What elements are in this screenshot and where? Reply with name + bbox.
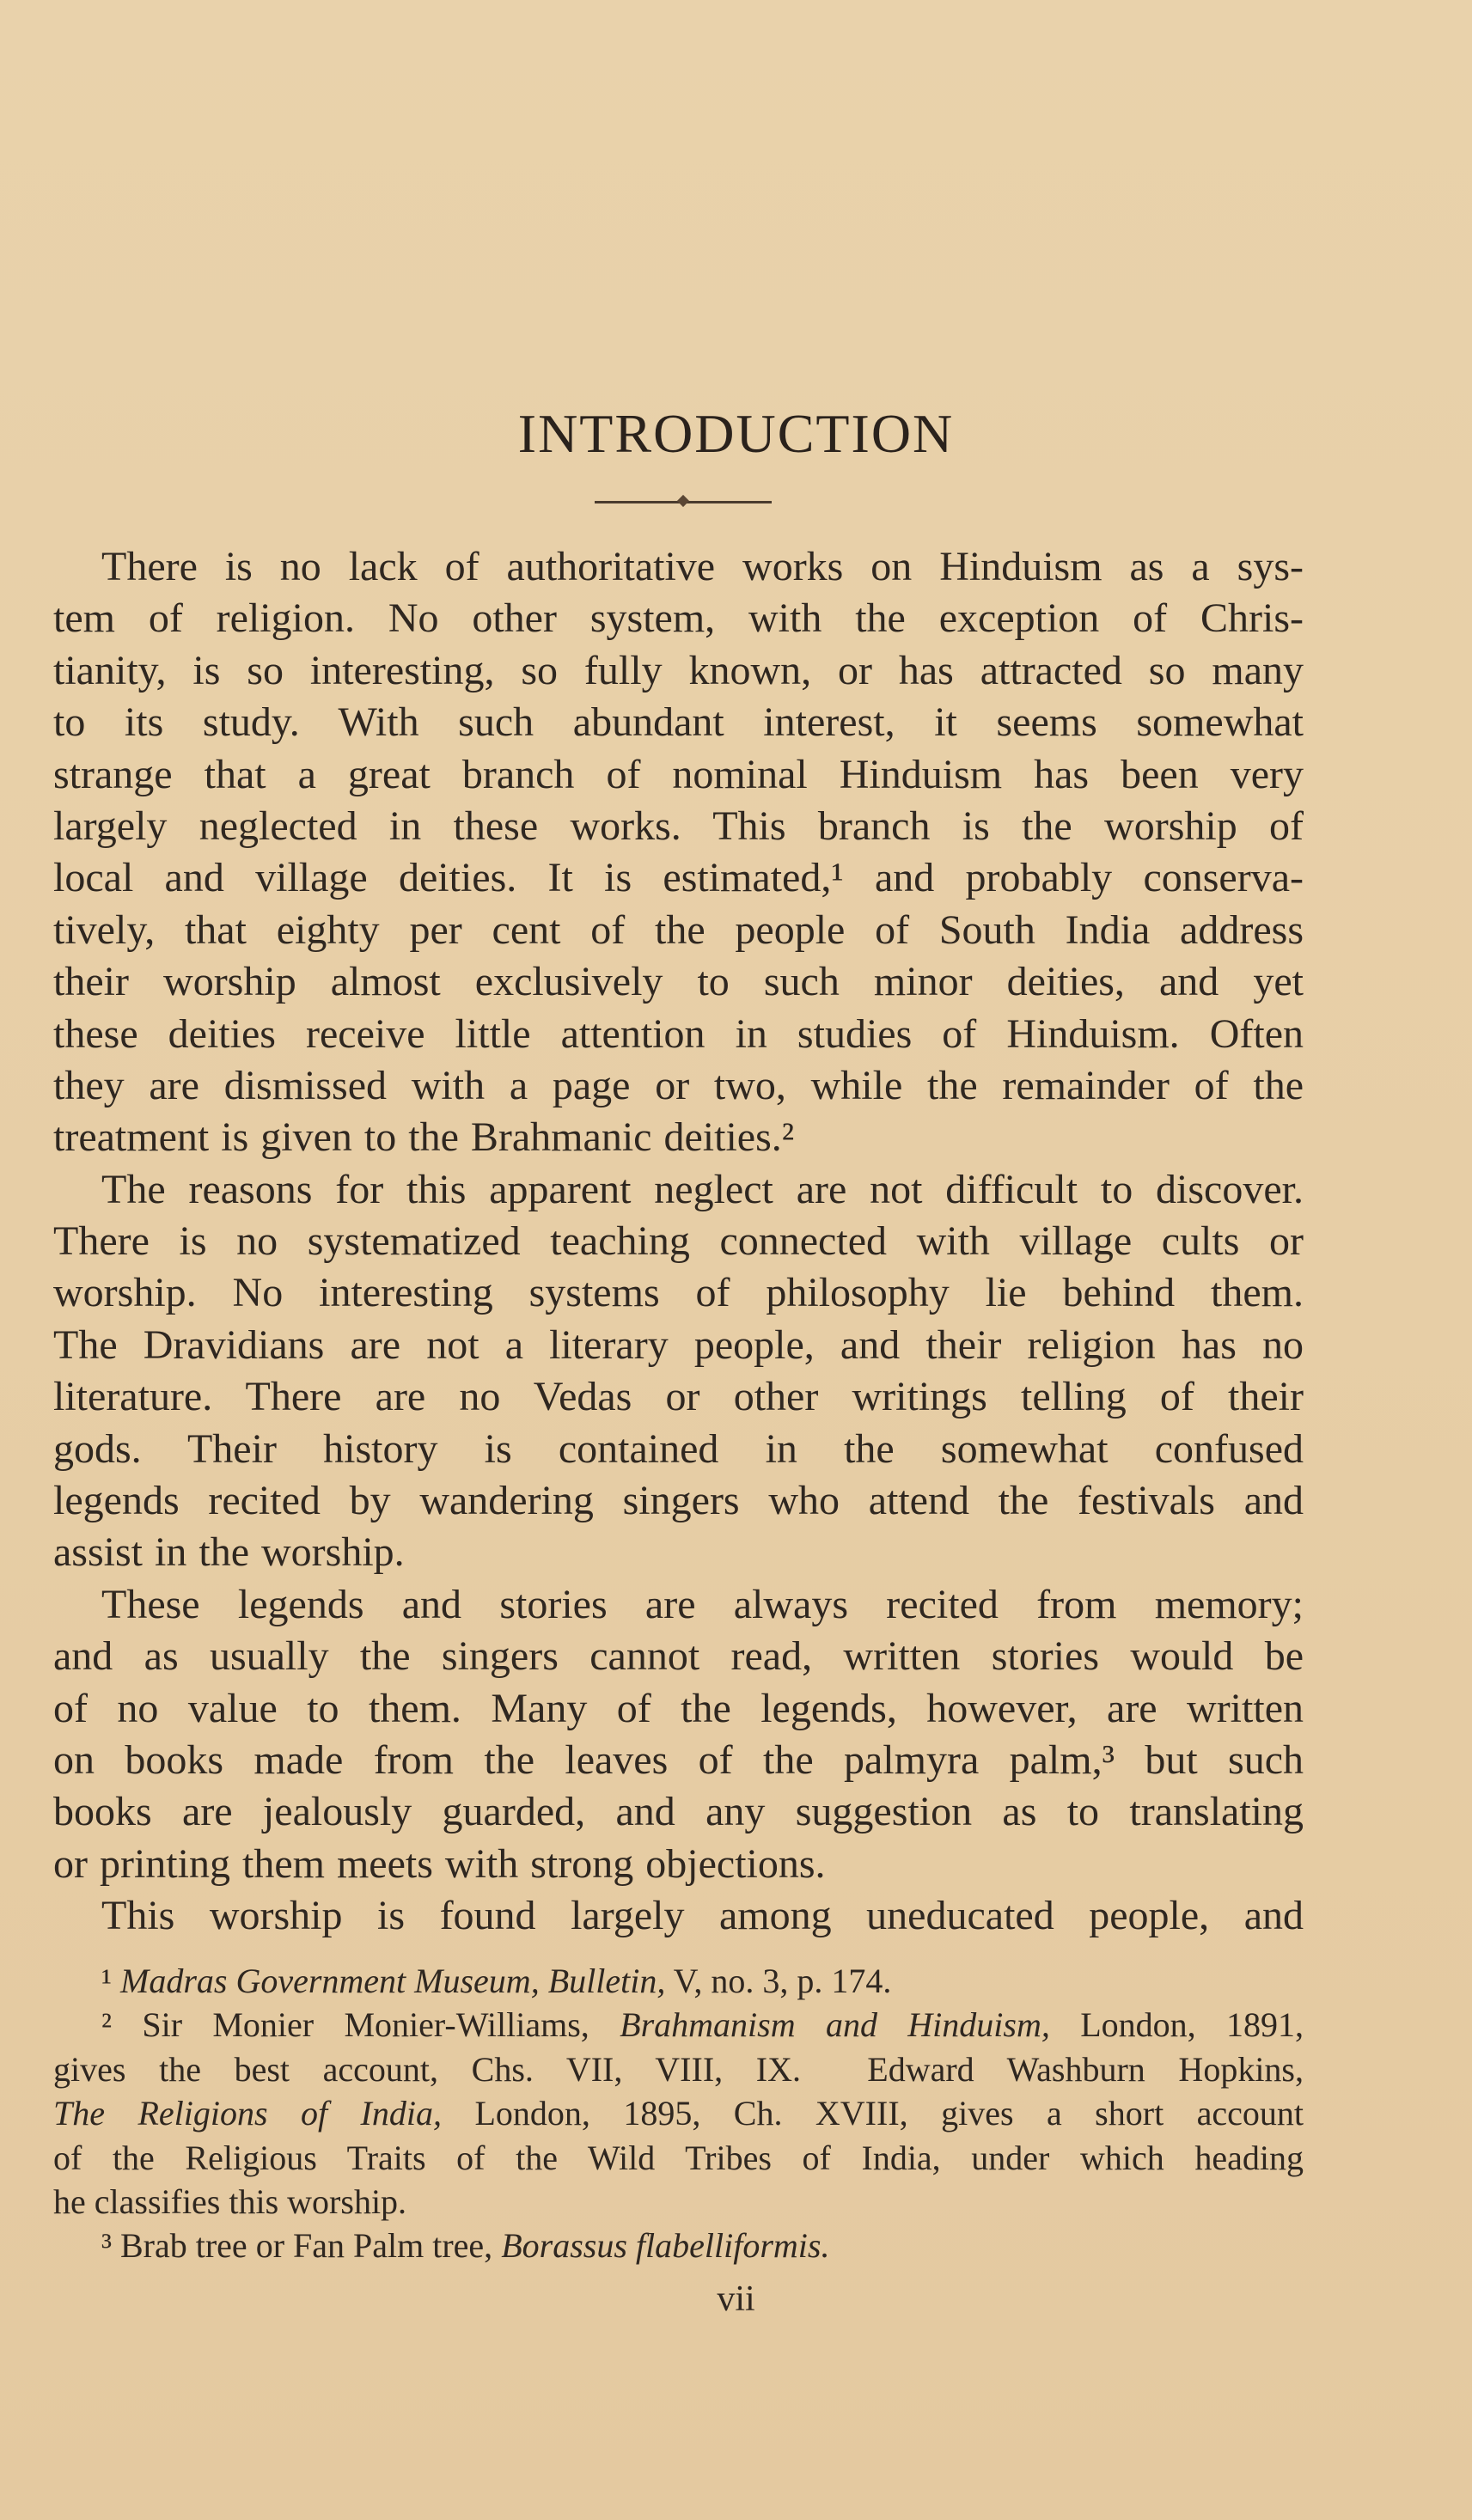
- footnote-text: he classifies this worship.: [53, 2181, 407, 2221]
- footnote-text: V, no. 3, p. 174.: [665, 1962, 892, 2000]
- text-line: worship. No interesting systems of philosophy lie behind them.: [53, 1270, 1304, 1316]
- text-line: gods. Their history is contained in the somewhat confused: [53, 1425, 1304, 1472]
- page-number: vii: [717, 2279, 755, 2319]
- text-line: their worship almost exclusively to such minor deities, and yet: [53, 959, 1304, 1005]
- text-line: assist in the worship.: [53, 1529, 405, 1576]
- footnote-line: [53, 2003, 1304, 2047]
- text-line: and as usually the singers cannot read, written stories would be: [53, 1633, 1304, 1680]
- footnote-line: [53, 2180, 1304, 2224]
- text-line: tively, that eighty per cent of the people of South India address: [53, 906, 1304, 953]
- footnote-text: London, 1895, Ch. XVIII, gives a short account: [442, 2094, 1304, 2133]
- text-line: treatment is given to the Brahmanic deities.²: [53, 1114, 795, 1161]
- text-line: The Dravidians are not a literary people, and their religion has no: [53, 1321, 1304, 1368]
- diamond-icon: [677, 495, 689, 507]
- text-line: There is no lack of authoritative works on Hinduism as a sys-: [101, 544, 1304, 589]
- text-line: These legends and stories are always recited from memory;: [101, 1581, 1304, 1627]
- text-line: these deities receive little attention in studies of Hinduism. Often: [53, 1010, 1304, 1057]
- text-line: they are dismissed with a page or two, while the remainder of the: [53, 1062, 1304, 1108]
- text-line: strange that a great branch of nominal Hinduism has been very: [53, 751, 1304, 797]
- text-line: to its study. With such abundant interest, it seems somewhat: [53, 699, 1304, 746]
- footnote-line: [53, 2136, 1304, 2180]
- title-divider-ornament: [595, 501, 772, 503]
- footnote-text: ² Sir Monier Monier-Williams,: [101, 2005, 620, 2045]
- italic-citation: The Religions of India,: [53, 2094, 442, 2133]
- body-text: [53, 541, 1304, 1943]
- text-line: books are jealously guarded, and any suggestion as to translating: [53, 1789, 1304, 1835]
- text-line: largely neglected in these works. This branch is the worship of: [53, 802, 1304, 849]
- italic-citation: Madras Government Museum, Bulletin,: [120, 1962, 666, 2000]
- italic-citation: Brahmanism and Hinduism,: [620, 2005, 1050, 2045]
- text-line: on books made from the leaves of the palmyra palm,³ but such: [53, 1736, 1304, 1783]
- footnote-text: London, 1891,: [1049, 2005, 1304, 2045]
- text-line: The reasons for this apparent neglect are not difficult to discover.: [101, 1166, 1304, 1212]
- footnote-text: gives the best account, Chs. VII, VIII, IX. Edward Washburn Hopkins,: [53, 2049, 1304, 2089]
- footnote-text: ³ Brab tree or Fan Palm tree,: [101, 2226, 502, 2266]
- footnotes: [53, 1959, 1304, 2268]
- text-line: tianity, is so interesting, so fully known, or has attracted so many: [53, 647, 1304, 693]
- text-line: tem of religion. No other system, with the exception of Chris-: [53, 595, 1304, 642]
- text-line: local and village deities. It is estimated,¹ and probably conserva-: [53, 855, 1304, 901]
- footnote-line: [53, 1959, 1304, 2003]
- footnote-line: [53, 2091, 1304, 2135]
- text-line: There is no systematized teaching connected with village cults or: [53, 1218, 1304, 1265]
- footnote-text: of the Religious Traits of the Wild Tribes of India, under which heading: [53, 2138, 1304, 2177]
- italic-citation: Borassus flabelliformis.: [501, 2226, 830, 2266]
- footnote-text: ¹: [101, 1962, 120, 2000]
- text-line: legends recited by wandering singers who attend the festivals and: [53, 1478, 1304, 1524]
- footnote-line: [53, 2224, 1304, 2267]
- footnote-line: [53, 2047, 1304, 2091]
- chapter-title: INTRODUCTION: [517, 403, 955, 464]
- text-line: of no value to them. Many of the legends, however, are written: [53, 1685, 1304, 1731]
- text-line: or printing them meets with strong objections.: [53, 1840, 826, 1887]
- text-line: This worship is found largely among uneducated people, and: [101, 1893, 1304, 1939]
- text-line: literature. There are no Vedas or other writings telling of their: [53, 1374, 1304, 1420]
